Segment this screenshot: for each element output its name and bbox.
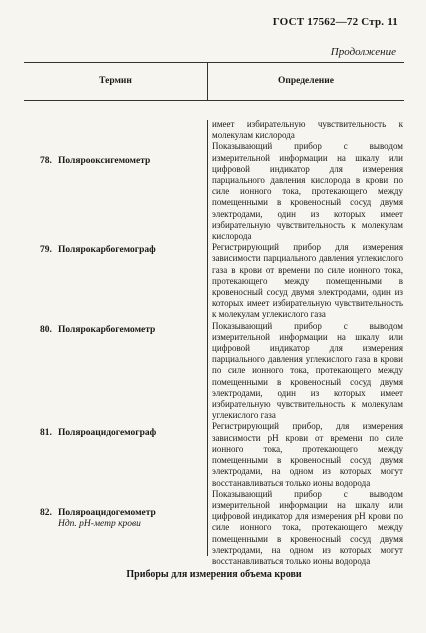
body-column-separator [207, 120, 208, 556]
section-heading: Приборы для измерения объема крови [126, 569, 302, 580]
term-79: 79. Полярокарбогемограф [40, 245, 156, 255]
term-78: 78. Полярооксигемометр [40, 156, 151, 166]
definition-79: Регистрирующий прибор для измерения зависимости парциального давления углекислого газа в крови от времени по силе ионного тока, протекающего между помещенными в кровеносный сосуд двумя электродами, один из которых имеет избирательную чувствительность к молекулам углекислого газа [212, 242, 403, 320]
term-81: 81. Поляроацидогемограф [40, 428, 157, 438]
term-82-synonym: Ндп. рН-метр крови [58, 519, 141, 529]
column-header-term: Термин [99, 76, 132, 86]
definition-80: Показывающий прибор с выводом измерительной информации на шкалу или цифровой индикатор для измерения парциального давления углекислого газа в крови по силе ионного тока, протекающего между помещенными в кровеносный сосуд двумя электродами, один из которых имеет избирательную чувствительность к молекулам углекислого газа [212, 320, 403, 421]
definition-78: Показывающий прибор с выводом измерительной информации на шкалу или цифровой индикатор для измерения парциального давления кислорода в крови по силе ионного тока, протекающего между помещенными в кровеносный сосуд двумя электродами, один из которых имеет избирательную чувствительность к молекулам кислорода [212, 141, 403, 242]
page-header: ГОСТ 17562—72 Стр. 11 [272, 16, 398, 28]
definition-82: Показывающий прибор с выводом измерительной информации на шкалу или цифровой индикатор для измерения рН крови по силе ионного тока, протекающего между помещенными в кровеносный сосуд двумя электродами, на одном из которых могут восстанавливаться только ионы водорода [212, 488, 403, 566]
table-top-rule [24, 62, 404, 63]
term-80: 80. Полярокарбогемометр [40, 325, 156, 335]
definitions-column [212, 119, 403, 567]
column-header-definition: Определение [278, 76, 334, 86]
definition-prev-tail: имеет избирательную чувствительность к молекулам кислорода [212, 119, 403, 141]
term-82: 82. Поляроацидогемометр Ндп. рН-метр крови [48, 508, 204, 530]
table-header-rule [24, 100, 404, 101]
continuation-label: Продолжение [330, 46, 396, 58]
definition-81: Регистрирующий прибор, для измерения зависимости рН крови от времени по силе ионного тока, протекающего между помещенными в кровеносный сосуд двумя электродами, на одном из которых могут восстанавливаться только ионы водорода [212, 421, 403, 488]
